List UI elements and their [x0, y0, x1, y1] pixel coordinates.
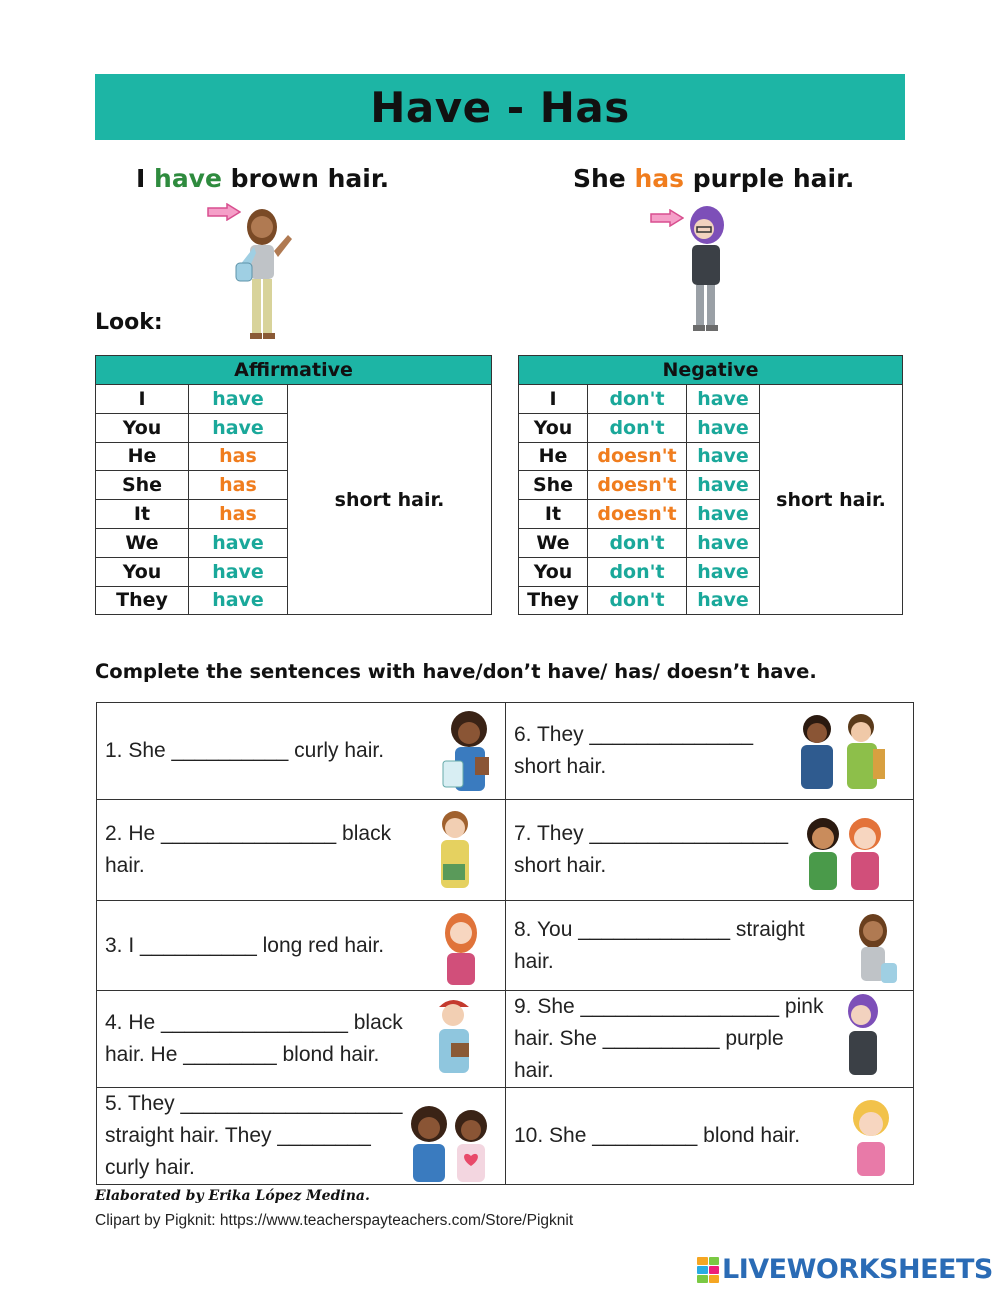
aux-cell: doesn't	[588, 442, 687, 471]
subject-cell: You	[519, 413, 588, 442]
brown-hair-girl-illustration	[232, 205, 304, 341]
subject-cell: We	[519, 528, 588, 557]
subject-cell: I	[96, 385, 189, 414]
table-row	[519, 385, 903, 414]
object-cell: short hair.	[288, 385, 492, 615]
example-verb: has	[634, 164, 685, 193]
aux-cell: don't	[588, 586, 687, 615]
exercise-line: short hair.	[514, 854, 607, 877]
verb-cell: have	[189, 528, 288, 557]
logo-icon	[697, 1257, 719, 1283]
verb-cell: have	[687, 385, 760, 414]
example-post: brown hair.	[221, 164, 390, 193]
exercise-cell-4[interactable]	[97, 991, 506, 1088]
aux-cell: don't	[588, 413, 687, 442]
example-pre: She	[573, 164, 635, 193]
affirmative-table	[95, 355, 492, 615]
exercise-line: hair. He ________ blond hair.	[105, 1043, 380, 1066]
subject-cell: They	[519, 586, 588, 615]
verb-cell: have	[687, 442, 760, 471]
verb-cell: has	[189, 442, 288, 471]
exercise-line: 5. They ___________________	[105, 1092, 403, 1115]
exercise-line: 1. She __________ curly hair.	[105, 739, 385, 762]
exercise-row	[97, 901, 914, 991]
exercise-line: 2. He _______________ black	[105, 822, 392, 845]
pink-arrow-icon	[650, 209, 684, 227]
table-row	[96, 385, 492, 414]
verb-cell: have	[687, 528, 760, 557]
verb-cell: have	[189, 586, 288, 615]
purple-hair-girl-illustration	[680, 203, 732, 333]
verb-cell: have	[189, 557, 288, 586]
exercise-line: curly hair.	[105, 1156, 195, 1179]
exercise-cell-7[interactable]	[506, 800, 914, 901]
verb-cell: have	[687, 586, 760, 615]
aux-cell: don't	[588, 557, 687, 586]
exercise-line: hair.	[514, 949, 554, 973]
subject-cell: You	[96, 557, 189, 586]
exercise-line: 6. They ______________	[514, 723, 753, 746]
example-verb: have	[154, 164, 222, 193]
subject-cell: You	[519, 557, 588, 586]
example-sentence-has	[573, 164, 854, 193]
look-label: Look:	[95, 310, 163, 335]
negative-table	[518, 355, 903, 615]
subject-cell: It	[96, 500, 189, 529]
exercise-line: hair.	[105, 854, 145, 877]
exercise-row	[97, 800, 914, 901]
exercise-row	[97, 1088, 914, 1185]
exercise-cell-3[interactable]	[97, 901, 506, 991]
exercise-line: hair. She __________ purple	[514, 1027, 784, 1050]
subject-cell: You	[96, 413, 189, 442]
subject-cell: I	[519, 385, 588, 414]
aux-cell: don't	[588, 528, 687, 557]
exercise-line: straight hair. They ________	[105, 1124, 371, 1147]
exercise-line: 10. She _________ blond hair.	[514, 1124, 801, 1147]
exercise-row	[97, 703, 914, 800]
exercise-cell-5[interactable]	[97, 1088, 506, 1185]
verb-cell: have	[189, 413, 288, 442]
exercise-line: hair.	[514, 1059, 554, 1082]
verb-cell: have	[687, 413, 760, 442]
subject-cell: He	[96, 442, 189, 471]
aux-cell: doesn't	[588, 471, 687, 500]
subject-cell: She	[96, 471, 189, 500]
page-title: Have - Has	[370, 82, 630, 132]
clipart-credit: Clipart by Pigknit: https://www.teacherspayteachers.com/Store/Pigknit	[95, 1212, 574, 1229]
title-banner	[95, 74, 905, 140]
brand-name: LIVEWORKSHEETS	[722, 1254, 993, 1285]
example-post: purple hair.	[684, 164, 855, 193]
exercise-cell-6[interactable]	[506, 703, 914, 800]
exercise-cell-2[interactable]	[97, 800, 506, 901]
instruction-text: Complete the sentences with have/don’t have/ has/ doesn’t have.	[95, 660, 817, 683]
exercise-line: 3. I __________ long red hair.	[105, 933, 385, 957]
negative-header: Negative	[519, 356, 903, 385]
exercise-line: 8. You _____________ straight	[514, 917, 805, 941]
exercise-line: 7. They _________________	[514, 822, 789, 845]
verb-cell: has	[189, 500, 288, 529]
example-pre: I	[136, 164, 155, 193]
subject-cell: He	[519, 442, 588, 471]
aux-cell: doesn't	[588, 500, 687, 529]
object-cell: short hair.	[760, 385, 903, 615]
verb-cell: have	[687, 471, 760, 500]
affirmative-header: Affirmative	[96, 356, 492, 385]
exercise-line: short hair.	[514, 755, 607, 778]
subject-cell: We	[96, 528, 189, 557]
subject-cell: It	[519, 500, 588, 529]
aux-cell: don't	[588, 385, 687, 414]
exercise-table	[96, 702, 914, 1185]
verb-cell: has	[189, 471, 288, 500]
author-credit: Elaborated by Erika López Medina.	[95, 1188, 370, 1204]
exercise-cell-10[interactable]	[506, 1088, 914, 1185]
subject-cell: She	[519, 471, 588, 500]
exercise-line: 9. She _________________ pink	[514, 995, 824, 1018]
example-sentence-have	[136, 164, 389, 193]
verb-cell: have	[687, 557, 760, 586]
verb-cell: have	[687, 500, 760, 529]
exercise-cell-1[interactable]	[97, 703, 506, 800]
liveworksheets-logo	[697, 1254, 993, 1285]
exercise-cell-9[interactable]	[506, 991, 914, 1088]
exercise-row	[97, 991, 914, 1088]
exercise-line: 4. He ________________ black	[105, 1011, 403, 1034]
exercise-cell-8[interactable]	[506, 901, 914, 991]
verb-cell: have	[189, 385, 288, 414]
subject-cell: They	[96, 586, 189, 615]
